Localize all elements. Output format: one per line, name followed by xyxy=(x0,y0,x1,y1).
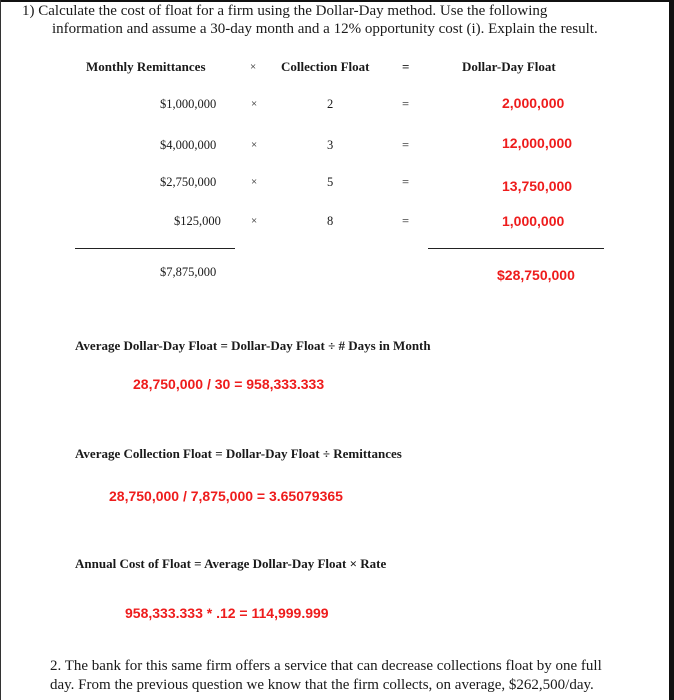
row-3-remittance: $2,750,000 xyxy=(160,175,217,189)
row-2-dollar-day: 12,000,000 xyxy=(502,135,573,151)
row-2-times: × xyxy=(251,139,258,151)
answer-average-dollar-day: 28,750,000 / 30 = 958,333.333 xyxy=(133,376,325,392)
total-dollar-day: $28,750,000 xyxy=(497,267,575,283)
row-1-dollar-day: 2,000,000 xyxy=(502,95,565,111)
formula-annual-cost: Annual Cost of Float = Average Dollar-Day Float × Rate xyxy=(75,556,387,571)
row-3-times: × xyxy=(251,176,258,188)
right-border xyxy=(669,0,674,700)
question-1-line-2: information and assume a 30-day month and a 12% opportunity cost (i). Explain the result. xyxy=(52,21,598,37)
question-1-line-1: 1) Calculate the cost of float for a firm using the Dollar-Day method. Use the following xyxy=(22,3,548,19)
answer-average-collection: 28,750,000 / 7,875,000 = 3.65079365 xyxy=(109,488,343,504)
formula-average-dollar-day: Average Dollar-Day Float = Dollar-Day Float ÷ # Days in Month xyxy=(75,338,431,353)
row-3-dollar-day: 13,750,000 xyxy=(502,178,573,194)
row-4-dollar-day: 1,000,000 xyxy=(502,213,565,229)
left-border xyxy=(0,0,1,700)
header-times-sign: × xyxy=(250,61,257,73)
row-1-times: × xyxy=(251,98,258,110)
header-collection-float: Collection Float xyxy=(281,59,370,74)
row-2-remittance: $4,000,000 xyxy=(160,138,217,152)
question-2-line-1: 2. The bank for this same firm offers a service that can decrease collections float by one full xyxy=(50,658,602,674)
row-4-equals: = xyxy=(402,214,410,228)
row-2-equals: = xyxy=(402,138,410,152)
question-2-line-2: day. From the previous question we know that the firm collects, on average, $262,500/day. xyxy=(50,677,594,693)
row-1-float: 2 xyxy=(327,97,334,111)
header-dollar-day-float: Dollar-Day Float xyxy=(462,59,556,74)
dollar-day-total-rule xyxy=(428,248,604,249)
header-monthly-remittances: Monthly Remittances xyxy=(86,59,206,74)
row-2-float: 3 xyxy=(327,138,334,152)
row-3-float: 5 xyxy=(327,175,334,189)
total-remittance: $7,875,000 xyxy=(160,265,217,279)
formula-average-collection: Average Collection Float = Dollar-Day Float ÷ Remittances xyxy=(75,446,402,461)
row-1-remittance: $1,000,000 xyxy=(160,97,217,111)
row-3-equals: = xyxy=(402,175,410,189)
row-4-remittance: $125,000 xyxy=(174,214,221,228)
row-1-equals: = xyxy=(402,97,410,111)
header-equals-sign: = xyxy=(402,59,410,74)
answer-annual-cost: 958,333.333 * .12 = 114,999.999 xyxy=(125,605,329,621)
row-4-float: 8 xyxy=(327,214,334,228)
remittance-total-rule xyxy=(75,248,235,249)
row-4-times: × xyxy=(251,215,258,227)
